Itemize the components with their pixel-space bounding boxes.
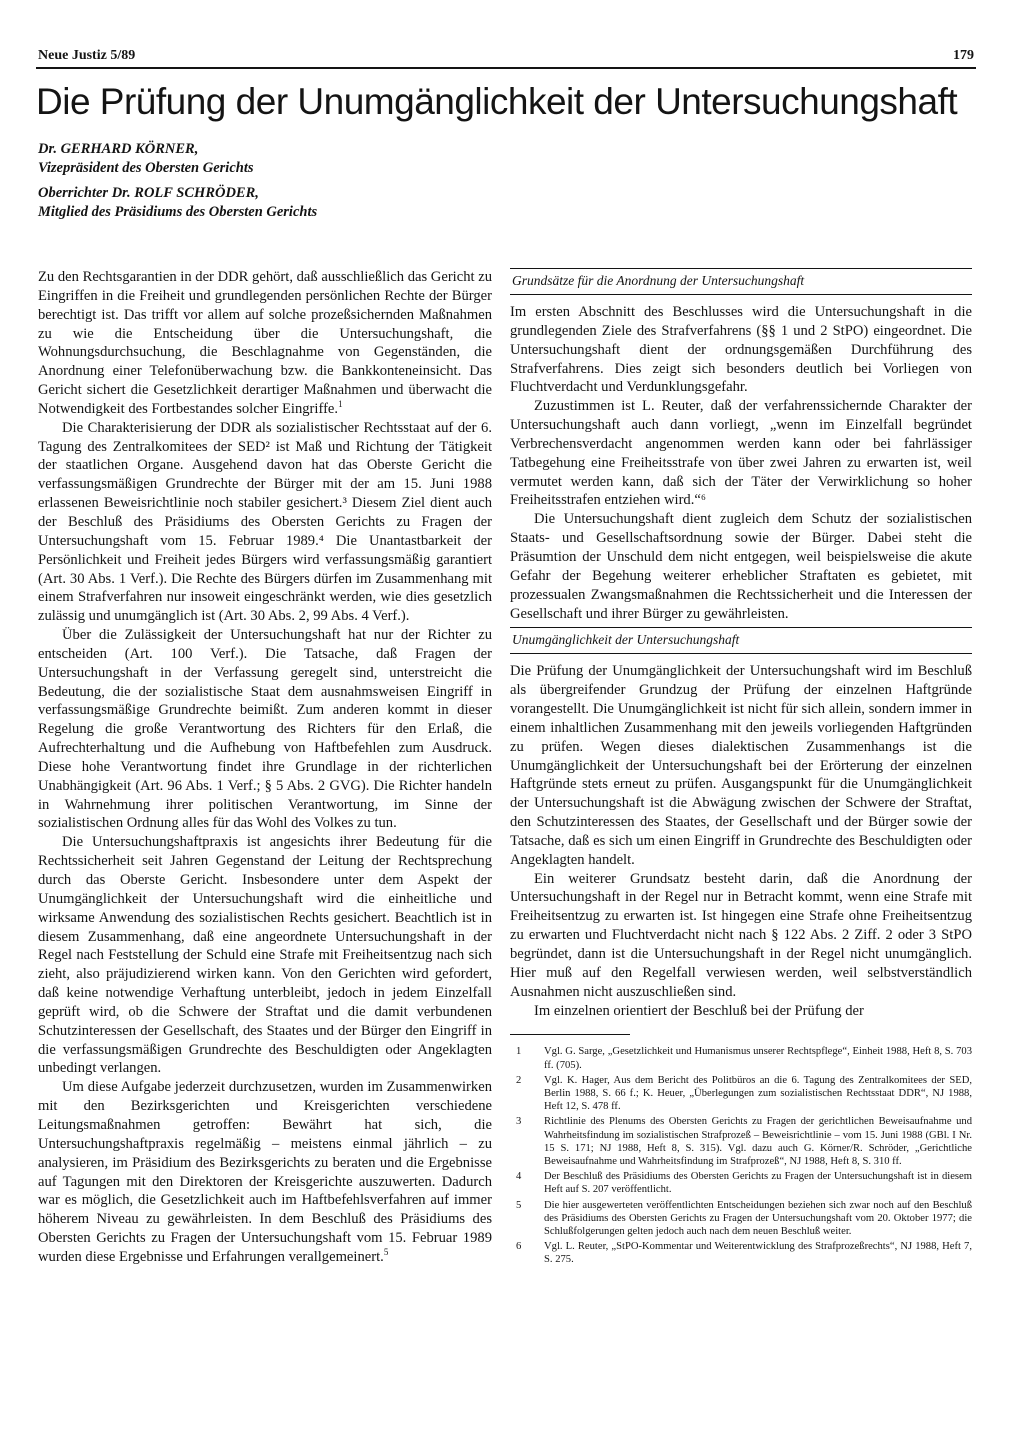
author-name: Dr. GERHARD KÖRNER, [38,141,199,157]
author-role: Mitglied des Präsidiums des Obersten Gerichts [38,204,318,220]
paragraph: Über die Zulässigkeit der Untersuchungshaft hat nur der Richter zu entscheiden (Art. 100 Verf.). Die Tatsache, daß Fragen der Untersuchungshaft in der Verfassung geregelt sind, unterstreicht die Bedeutung, die der sozialistische Staat dem ausnahmsweisen Eingriff in verfassungsmäßige Grundrechte beimißt. Zum anderen kommt in dieser Regelung die große Verantwortung des Richters für den Erlaß, die Aufrechterhaltung und die Aufhebung von Haftbefehlen zum Ausdruck. Diese hohe Verantwortung findet ihre Grundlage in der richterlichen Unabhängigkeit (Art. 96 Abs. 1 Verf.; § 5 Abs. 2 GVG). Die Richter handeln in Wahrnehmung ihrer politischen Verantwortung, im Sinne der sozialistischen Ordnung alles für das Wohl des Volkes zu tun. [38,627,492,832]
footnote-number: 2 [516,1074,522,1086]
footnote-text: Vgl. G. Sarge, „Gesetzlichkeit und Humanismus unserer Rechtspflege“, Einheit 1988, Heft 8, S. 703 ff. (705). [544,1046,972,1071]
right-column [510,268,972,1269]
paragraph: Die Charakterisierung der DDR als sozialistischer Rechtsstaat auf der 6. Tagung des Zentralkomitees der SED² ist Maß und Richtung der Tätigkeit der staatlichen Organe. Ausgehend davon hat das Oberste Gericht die verfassungsmäßigen Grundrechte der Bürger mit der am 15. Juni 1988 erlassenen Beweisrichtlinie noch stabiler gesichert.³ Diesem Ziel dient auch der Beschluß des Präsidiums des Obersten Gerichts zu Fragen der Untersuchungshaft vom 15. Februar 1989.⁴ Die Unantastbarkeit der Persönlichkeit und Freiheit jedes Bürgers wird verfassungsmäßig garantiert (Art. 30 Abs. 1 Verf.). Die Rechte des Bürgers dürfen im Zusammenhang mit einem Strafverfahren nur insoweit eingeschränkt werden, wie dies gesetzlich zulässig und unumgänglich ist (Art. 30 Abs. 2, 99 Abs. 4 Verf.). [38,419,492,625]
footnote-text: Vgl. K. Hager, Aus dem Bericht des Politbüros an die 6. Tagung des Zentralkomitees der SED, Berlin 1988, S. 66 f.; K. Heuer, „Überlegungen zum sozialistischen Rechtsstaat DDR“, NJ 1988, Heft 12, S. 478 ff. [544,1074,972,1113]
left-column [38,268,492,1267]
footnote-number: 5 [516,1199,522,1211]
paragraph: Im ersten Abschnitt des Beschlusses wird die Untersuchungshaft in die grundlegenden Ziele des Strafverfahrens (§§ 1 und 2 StPO) eingeordnet. Die Untersuchungshaft dient der ordnungsgemäßen Durchführung des Strafverfahrens. Dies zeigt sich besonders deutlich bei Vorliegen von Fluchtverdacht und Verdunklungsgefahr. [510,304,972,396]
paragraph: Zu den Rechtsgarantien in der DDR gehört, daß ausschließlich das Gericht zu Eingriffen in die Freiheit und grundlegenden persönlichen Rechte der Bürger berechtigt ist. Das trifft vor allem auf solche prozeßsichernden Maßnahmen zu wie die Entscheidung über die Untersuchungshaft, die Wohnungsdurchsuchung, die Beschlagnahme von Gegenständen, die Anordnung einer Telefonüberwachung bzw. die Bankkonteneinsicht. Das Gericht sichert die Gesetzlichkeit derartiger Maßnahmen und überwacht die Notwendigkeit des Fortbestandes solcher Eingriffe.$^1$ [38,269,492,417]
paragraph: Die Untersuchungshaftpraxis ist angesichts ihrer Bedeutung für die Rechtssicherheit seit Jahren Gegenstand der Leitung der Rechtsprechung durch das Oberste Gericht. Insbesondere unter dem Aspekt der Unumgänglichkeit der Untersuchungshaft wird die einheitliche und wirksame Anwendung des sozialistischen Rechts gesichert. Beachtlich ist in diesem Zusammenhang, daß eine angeordnete Untersuchungshaft in der Regel nach Feststellung der Schuld eine Strafe mit Freiheitsentzug nach sich zieht, also präjudizierend wirken kann. Von den Gerichten wird gefordert, daß keine notwendige Verhaftung unterbleibt, jedoch in jedem Einzelfall geprüft wird, ob die Schwere der Straftat und die damit verbundenen Schutzinteressen der Gesellschaft, des Staates und der Bürger den Eingriff in die verfassungsmäßigen Grundrechte des Beschuldigten oder Angeklagten unbedingt verlangen. [38,834,492,1077]
footnote-text: Der Beschluß des Präsidiums des Obersten Gerichts zu Fragen der Untersuchungshaft ist in diesem Heft auf S. 207 veröffentlicht. [544,1171,972,1196]
footnote [510,1199,972,1239]
paragraph: Die Prüfung der Unumgänglichkeit der Untersuchungshaft wird im Beschluß als übergreifender Grundzug der Prüfung der einzelnen Haftgründe vorangestellt. Die Unumgänglichkeit ist nicht für sich allein, sondern immer in einem inhaltlichen Zusammenhang mit den jeweils vorliegenden Haftgründen zu prüfen. Wegen dieses dialektischen Zusammenhangs ist die Unumgänglichkeit der Untersuchungshaft bei der Erörterung der einzelnen Haftgründe stets erneut zu prüfen. Ausgangspunkt für die Unumgänglichkeit der Untersuchungshaft ist die Abwägung zwischen der Schwere der Straftat, den Schutzinteressen des Staates, der Gesellschaft und der Bürger sowie der Tatsache, daß es sich um einen Eingriff in Grundrechte des Beschuldigten oder Angeklagten handelt. [510,663,972,868]
footnote-divider [510,1034,630,1035]
header-divider [36,67,976,69]
footnote-number: 1 [516,1046,522,1058]
section-heading: Grundsätze für die Anordnung der Untersuchungshaft [510,268,972,295]
author-name: Oberrichter Dr. ROLF SCHRÖDER, [38,185,259,201]
journal-issue: Neue Justiz 5/89 [38,48,136,63]
paragraph: Ein weiterer Grundsatz besteht darin, daß die Anordnung der Untersuchungshaft in der Regel nur in Betracht kommt, wenn eine Strafe mit Freiheitsentzug zu erwarten ist. Ist hingegen eine Strafe ohne Freiheitsentzug zu erwarten und Fluchtverdacht nicht nach § 122 Abs. 2 Ziff. 2 oder 3 StPO begründet, dann ist die Untersuchungshaft in der Regel nicht unumgänglich. Hier muß auf den Regelfall verwiesen werden, weil selbstverständlich Ausnahmen nicht auszuschließen sind. [510,870,972,1000]
footnote-number: 4 [516,1171,522,1183]
footnote [510,1170,972,1196]
author-role: Vizepräsident des Obersten Gerichts [38,160,254,176]
footnote-text: Richtlinie des Plenums des Obersten Gerichts zu Fragen der gerichtlichen Beweisaufnahme und Wahrheitsfindung im sozialistischen Strafprozeß – Beweisrichtlinie – vom 15. Juni 1988 (GBl. I Nr. 15 S. 171; NJ 1988, Heft 8, S. 315). Vgl. dazu auch G. Körner/R. Schröder, „Gerichtliche Beweisaufnahme und Wahrheitsfindung im Strafprozeß“, NJ 1988, Heft 8, S. 310 ff. [544,1116,972,1167]
footnote-number: 3 [516,1116,522,1128]
section-heading: Unumgänglichkeit der Untersuchungshaft [510,627,972,654]
paragraph: Die Untersuchungshaft dient zugleich dem Schutz der sozialistischen Staats- und Gesellschaftsordnung sowie der Bürger. Dabei steht die Präsumtion der Unschuld dem nicht entgegen, weil beispielsweise die akute Gefahr der Begehung weiterer erheblicher Straftaten es gebietet, mit prozessualen Zwangsmaßnahmen die Rechtssicherheit und die Interessen der Gesellschaft und ihrer Bürger zu gewährleisten. [510,511,972,622]
footnote-ref: 5 [383,1247,389,1258]
paragraph: Zuzustimmen ist L. Reuter, daß der verfahrenssichernde Charakter der Untersuchungshaft auch dann vorliegt, „wenn im Einzelfall begründet Verbrechensverdacht angenommen werden kann oder bei fahrlässiger Tatbegehung eine Freiheitsstrafe von über zwei Jahren zu erwarten ist, weil vermutet werden kann, daß sich der Täter der Verwirklichung so hoher Freiheitsstrafen entziehen wird.“⁶ [510,398,972,509]
author-2 [38,184,638,222]
author-1 [38,140,638,178]
article-title: Die Prüfung der Unumgänglichkeit der Untersuchungshaft [36,81,958,122]
paragraph: Um diese Aufgabe jederzeit durchzusetzen, wurden im Zusammenwirken mit den Bezirksgerichten und Kreisgerichten verschiedene Leitungsmaßnahmen getroffen: Bewährt hat sich, die Untersuchungshaftpraxis regelmäßig – meistens einmal jährlich – zu analysieren, im Präsidium des Bezirksgerichts zu beraten und die Ergebnisse auf Tagungen mit den Direktoren der Kreisgerichte auszuwerten. Dadurch war es möglich, die Gesetzlichkeit auch im Haftbefehlsverfahren auf immer höherem Niveau zu gewährleisten. In dem Beschluß des Präsidiums des Obersten Gerichts zu Fragen der Untersuchungshaft vom 15. Februar 1989 wurden diese Ergebnisse und Erfahrungen verallgemeinert.$^5$ [38,1079,492,1265]
footnote [510,1045,972,1071]
footnote [510,1074,972,1114]
author-block [38,140,638,228]
footnote [510,1115,972,1168]
footnote-text: Die hier ausgewerteten veröffentlichten Entscheidungen beziehen sich zwar noch auf den Beschluß des Präsidiums des Obersten Gerichts zu Fragen der Untersuchungshaft vom 20. Oktober 1977; die Schlußfolgerungen gelten jedoch auch nach dem neuen Beschluß weiter. [544,1199,972,1238]
footnote [510,1240,972,1266]
paragraph: Im einzelnen orientiert der Beschluß bei der Prüfung der [534,1002,864,1019]
footnotes [510,1045,972,1266]
footnote-text: Vgl. L. Reuter, „StPO-Kommentar und Weiterentwicklung des Strafprozeßrechts“, NJ 1988, Heft 7, S. 275. [544,1241,972,1266]
footnote-number: 6 [516,1241,522,1253]
page-number: 179 [953,48,974,63]
footnote-ref: 1 [338,399,343,410]
